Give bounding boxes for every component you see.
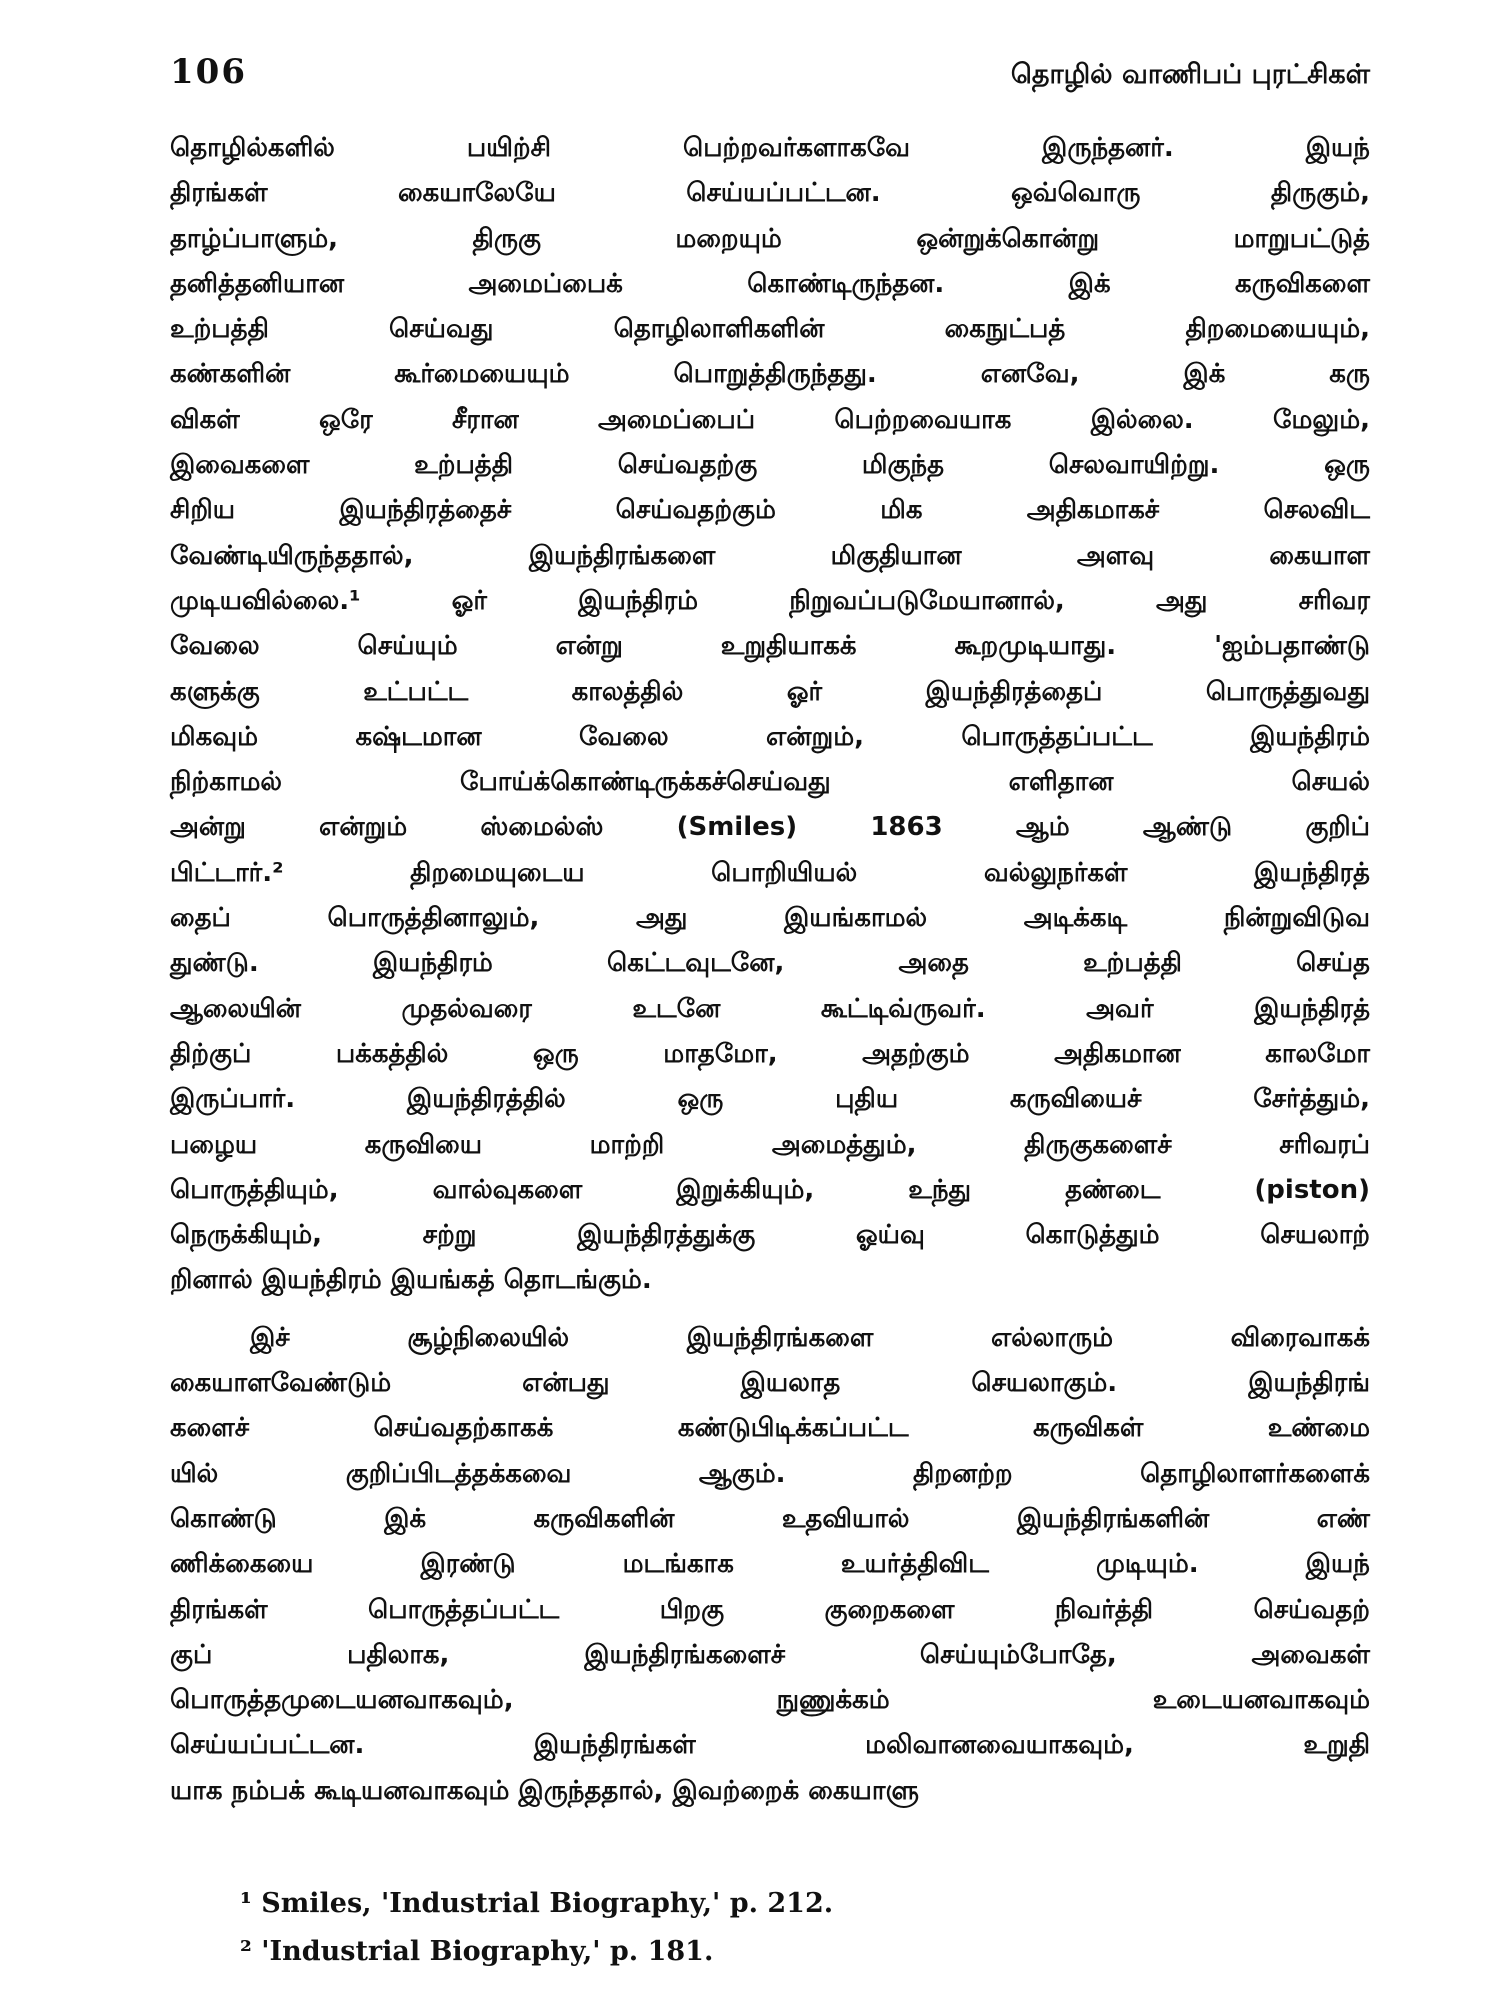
text-line: துண்டு. இயந்திரம் கெட்டவுடனே, அதை உற்பத்தி செய்த [170,948,1370,979]
text-line: நெருக்கியும், சற்று இயந்திரத்துக்கு ஓய்வு கொடுத்தும் செயலாற் [170,1220,1370,1251]
text-line: ஆலையின் முதல்வரை உடனே கூட்டிவ்ருவர். அவர் இயந்திரத் [170,993,1370,1024]
footnote: ¹ Smiles, 'Industrial Biography,' p. 212. [240,1888,834,1919]
text-line: விகள் ஒரே சீரான அமைப்பைப் பெற்றவையாக இல்லை. மேலும், [170,404,1370,435]
text-line: பிட்டார்.² திறமையுடைய பொறியியல் வல்லுநர்கள் இயந்திரத் [170,857,1370,888]
text-line: இச் சூழ்நிலையில் இயந்திரங்களை எல்லாரும் விரைவாகக் [250,1322,1370,1353]
text-line: குப் பதிலாக, இயந்திரங்களைச் செய்யும்போதே, அவைகள் [170,1639,1370,1670]
text-line: வேண்டியிருந்ததால், இயந்திரங்களை மிகுதியான அளவு கையாள [170,540,1370,571]
paragraph [170,126,1370,1304]
text-line: யாக நம்பக் கூடியனவாகவும் இருந்ததால், இவற்றைக் கையாளு [170,1775,919,1806]
footnotes [240,1880,1340,1976]
text-line: திரங்கள் பொருத்தப்பட்ட பிறகு குறைகளை நிவர்த்தி செய்வதற் [170,1594,1370,1625]
text-line: அன்று என்றும் ஸ்மைல்ஸ் (Smiles) 1863 ஆம் ஆண்டு குறிப் [170,812,1370,843]
text-line: தொழில்களில் பயிற்சி பெற்றவர்களாகவே இருந்தனர். இயந் [170,133,1370,163]
paragraph [170,1316,1370,1814]
running-title: தொழில் வாணிபப் புரட்சிகள் [1010,59,1370,90]
text-line: பொருத்தியும், வால்வுகளை இறுக்கியும், உந்து தண்டை (piston) [170,1174,1370,1205]
text-line: களுக்கு உட்பட்ட காலத்தில் ஓர் இயந்திரத்தைப் பொருத்துவது [170,676,1370,707]
text-line: திரங்கள் கையாலேயே செய்யப்பட்டன. ஒவ்வொரு திருகும், [170,178,1370,209]
text-line: நிற்காமல் போய்க்கொண்டிருக்கச்செய்வது எளிதான செயல் [170,767,1370,798]
text-line: மிகவும் கஷ்டமான வேலை என்றும், பொருத்தப்பட்ட இயந்திரம் [170,721,1370,752]
text-line: சிறிய இயந்திரத்தைச் செய்வதற்கும் மிக அதிகமாகச் செலவிட [170,495,1370,526]
text-line: பொருத்தமுடையனவாகவும், நுணுக்கம் உடையனவாகவும் [170,1685,1370,1716]
text-line: திற்குப் பக்கத்தில் ஒரு மாதமோ, அதற்கும் அதிகமான காலமோ [170,1038,1370,1069]
text-line: இவைகளை உற்பத்தி செய்வதற்கு மிகுந்த செலவாயிற்று. ஒரு [170,450,1370,481]
text-line: கொண்டு இக் கருவிகளின் உதவியால் இயந்திரங்களின் எண் [170,1503,1370,1534]
text-line: பழைய கருவியை மாற்றி அமைத்தும், திருகுகளைச் சரிவரப் [170,1129,1370,1160]
page-number: 106 [170,52,247,92]
text-line: தைப் பொருத்தினாலும், அது இயங்காமல் அடிக்கடி நின்றுவிடுவ [170,903,1370,934]
text-line: வேலை செய்யும் என்று உறுதியாகக் கூறமுடியாது. 'ஐம்பதாண்டு [170,631,1370,662]
page-header [170,52,1370,122]
text-line: றினால் இயந்திரம் இயங்கத் தொடங்கும். [170,1265,652,1296]
text-line: முடியவில்லை.¹ ஓர் இயந்திரம் நிறுவப்படுமேயானால், அது சரிவர [170,585,1370,616]
text-line: உற்பத்தி செய்வது தொழிலாளிகளின் கைநுட்பத் திறமையையும், [170,314,1370,345]
text-line: தனித்தனியான அமைப்பைக் கொண்டிருந்தன. இக் கருவிகளை [170,268,1370,299]
text-line: ணிக்கையை இரண்டு மடங்காக உயர்த்திவிட முடியும். இயந் [170,1549,1370,1580]
text-line: கையாளவேண்டும் என்பது இயலாத செயலாகும். இயந்திரங் [170,1368,1370,1399]
text-line: யில் குறிப்பிடத்தக்கவை ஆகும். திறனற்ற தொழிலாளர்களைக் [170,1458,1370,1489]
text-line: களைச் செய்வதற்காகக் கண்டுபிடிக்கப்பட்ட கருவிகள் உண்மை [170,1413,1370,1444]
text-line: தாழ்ப்பாளும், திருகு மறையும் ஒன்றுக்கொன்று மாறுபட்டுத் [170,223,1370,254]
text-line: கண்களின் கூர்மையையும் பொறுத்திருந்தது. எனவே, இக் கரு [170,359,1370,390]
book-page [170,52,1370,1814]
footnote: ² 'Industrial Biography,' p. 181. [240,1936,714,1967]
text-line: செய்யப்பட்டன. இயந்திரங்கள் மலிவானவையாகவும், உறுதி [170,1730,1370,1761]
text-line: இருப்பார். இயந்திரத்தில் ஒரு புதிய கருவியைச் சேர்த்தும், [170,1084,1370,1115]
